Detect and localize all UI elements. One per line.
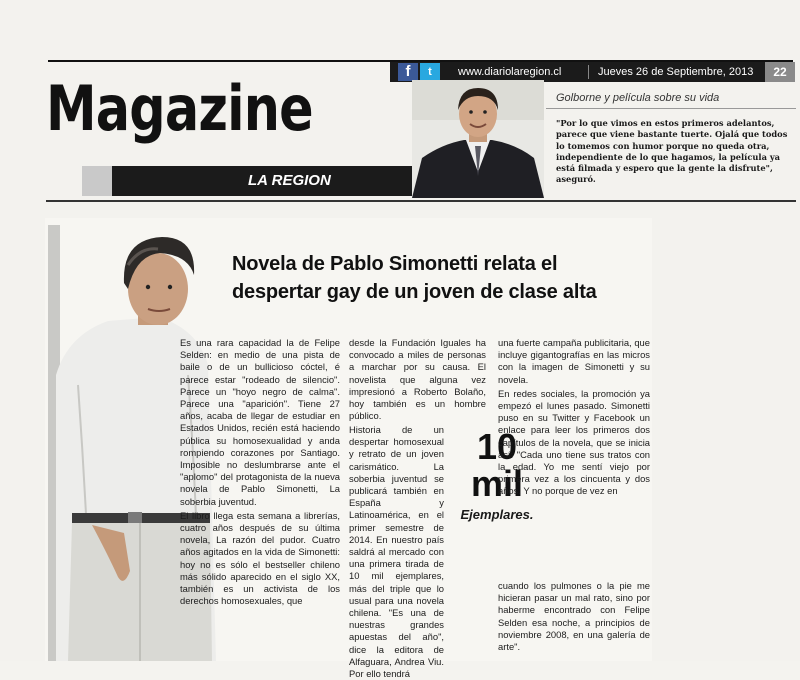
masthead-accent-block	[82, 166, 112, 196]
page-number: 22	[765, 62, 795, 82]
man-in-suit-photo	[412, 80, 544, 198]
article-column-1	[180, 337, 340, 609]
article-paragraph: Historia de un despertar homosexual y retrato de un joven carismático. La soberbia juventud se publicará también en España y Latinoamérica, en el primer semestre de 2014. En nuestro país saldrá al mercado con una primera tirada de 10 mil ejemplares, más del triple que lo usual para una novela chilena. "Es una de nuestras grandes apuestas del año", dice la editora de Alfaguara, Andrea Viu. Por ello tendrá	[349, 424, 444, 680]
callout-unit: mil	[470, 463, 523, 504]
section-name: LA REGION	[248, 172, 331, 189]
article-paragraph: una fuerte campaña publicitaria, que incluye gigantografías en las micros con la imagen de Simonetti y su novela.	[498, 337, 650, 385]
site-url: www.diariolaregion.cl	[458, 66, 562, 78]
issue-date: Jueves 26 de Septiembre, 2013	[598, 66, 754, 78]
callout-label: Ejemplares.	[460, 507, 534, 522]
facebook-icon[interactable]: f	[398, 63, 418, 81]
article-paragraph: desde la Fundación Iguales ha convocado a miles de personas a marchar por su causa. El novelista que alguna vez impresionó a Roberto Bolaño, hoy también es un hombre público.	[349, 337, 486, 422]
header-bottom-rule	[46, 200, 796, 202]
header-divider	[588, 65, 589, 79]
article-paragraph: cuando los pulmones o la pie me hicieran pasar un mal rato, sino por haberme encontrado con Felipe Selden esa noche, a principios de noviembre 2008, en una galería de arte".	[498, 580, 650, 653]
masthead-title: Magazine	[46, 72, 313, 145]
article-column-3	[498, 337, 650, 500]
teaser-quote: "Por lo que vimos en estos primeros adelantos, parece que viene bastante tuerte. Ojalá que todos lo tomemos con humor porque no queda otra, independiente de lo que hagamos, la película ya está filmada y espero que la gente la disfrute", aseguró.	[556, 118, 788, 185]
teaser-photo	[412, 80, 544, 198]
article-paragraph: El libro llega esta semana a librerías, cuatro años después de su última novela, La razón del pudor. Cuatro años agitados en la vida de Simonetti: hoy no es sólo el bestseller chileno más sólido aparecido en el siglo XX, también es un activista de los derechos homosexuales, que	[180, 509, 340, 607]
teaser-title: Golborne y película sobre su vida	[556, 92, 720, 104]
callout-number: 10	[476, 426, 518, 467]
article-column-2-body	[349, 424, 444, 680]
social-icons	[398, 63, 440, 81]
teaser-rule	[546, 108, 796, 109]
article-column-2-top	[349, 337, 486, 424]
article-headline: Novela de Pablo Simonetti relata el despertar gay de un joven de clase alta	[232, 253, 597, 303]
twitter-icon[interactable]: t	[420, 63, 440, 81]
article-paragraph: Es una rara capacidad la de Felipe Selden: en medio de una pista de baile o de un bullicioso cóctel, é parece estar "rodeado de silencio". Parece un "hoyo negro de calma". Parece una "aparición". Tiene 27 años, acaba de llegar de estudiar en Estados Unidos, recién está haciendo pública su homosexualidad y anda rompiendo corazones por Santiago. Imposible no deslumbrarse ante el "aplomo" del protagonista de la nueva novela de Pablo Simonetti, La soberbia juventud.	[180, 337, 340, 507]
article-paragraph: En redes sociales, la promoción ya empezó el lunes pasado. Simonetti puso en su Twitter y Facebook un enlace para leer los primeros dos capítulos de la novela, que se inicia así: "Cada uno tiene sus tratos con la edad. Yo me sentí viejo por primera vez a los cincuenta y dos años. Y no porque de vez en	[498, 387, 650, 497]
article-column-3-end	[498, 580, 650, 655]
